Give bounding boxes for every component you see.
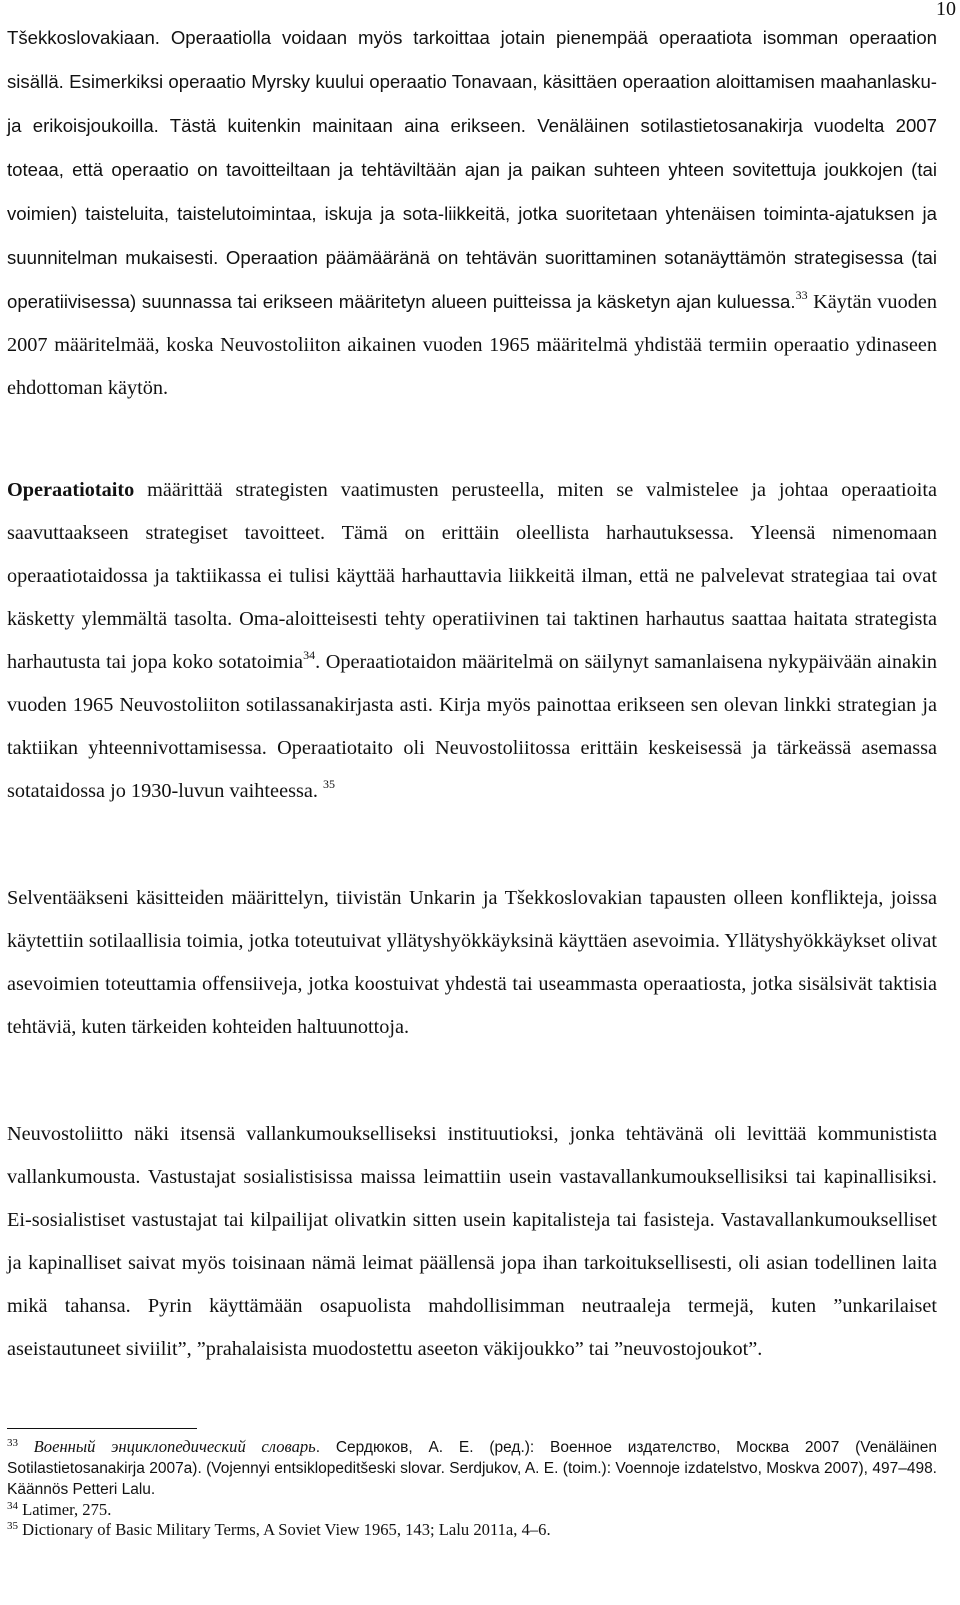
paragraph-text: Tšekkoslovakiaan. Operaatiolla voidaan myös tarkoittaa jotain pienempää operaatiota isomman operaation sisällä. Esimerkiksi operaatio Myrsky kuului operaatio Tonavaan, käsittäen operaation aloittamisen maahanlasku- ja erikoisjoukoilla. Tästä kuitenkin mainitaan aina erikseen. Venäläinen sotilastietosanakirja vuodelta 2007 toteaa, että operaatio on tavoitteiltaan ja tehtäviltään ajan ja paikan suhteen yhteen sovitettuja joukkojen (tai voimien) taisteluita, taistelutoimintaa, iskuja ja sota-liikkeitä, jotka suoritetaan yhtenäisen toiminta-ajatuksen ja suunnitelman mukaisesti. Operaation päämääränä on tehtävän suorittaminen sotanäyttämön strategisessa (tai operatiivisessa) suunnassa tai erikseen määritetyn alueen puitteissa ja käsketyn ajan kuluessa. [7, 27, 937, 312]
footnote-35 [7, 1520, 937, 1540]
footnote-33 [7, 1437, 937, 1500]
paragraph-operation-definition [7, 16, 937, 410]
paragraph-operational-art [7, 469, 937, 813]
footnote-text: Dictionary of Basic Military Terms, A Soviet View 1965, 143; Lalu 2011a, 4–6. [18, 1520, 551, 1539]
footnote-divider [7, 1428, 197, 1429]
footnote-ref-35[interactable]: 35 [323, 777, 336, 791]
bold-term: Operaatiotaito [7, 479, 135, 501]
page-number: 10 [936, 0, 956, 20]
footnote-title: Военный энциклопедический словарь [33, 1437, 316, 1456]
paragraph-text: Käytän vuoden 2007 määritelmää, koska Neuvostoliiton aikainen vuoden 1965 määritelmä yhdistää termiin operaatio ydinaseen ehdottoman käytön. [7, 291, 937, 399]
paragraph-text: . Operaatiotaidon määritelmä on säilynyt samanlaisena nykypäivään ainakin vuoden 1965 Neuvostoliiton sotilassanakirjasta asti. Kirja myös painottaa erikseen sen olevan linkki strategian ja taktiikan yhteennivottamisessa. Operaatiotaito oli Neuvostoliitossa erittäin keskeisessä ja tärkeässä asemassa sotataidossa jo 1930-luvun vaihteessa. [7, 651, 938, 802]
paragraph-summary: Selventääkseni käsitteiden määrittelyn, tiivistän Unkarin ja Tšekkoslovakian tapausten olleen konflikteja, joissa käytettiin sotilaallisia toimia, jotka toteutuivat yllätyshyökkäyksinä käyttäen asevoimia. Yllätyshyökkäykset olivat asevoimien toteuttamia offensiiveja, jotka koostuivat yhdestä tai useammasta operaatiosta, jotka sisälsivät taktisia tehtäviä, kuten tärkeiden kohteiden haltuunottoja. [7, 887, 937, 1038]
footnote-ref-33[interactable]: 33 [795, 288, 808, 302]
footnote-number: 35 [7, 1520, 18, 1532]
footnote-text: Latimer, 275. [18, 1500, 112, 1519]
paragraph-terminology: Neuvostoliitto näki itsensä vallankumoukselliseksi instituutioksi, jonka tehtävänä oli levittää kommunistista vallankumousta. Vastustajat sosialistisissa maissa leimattiin usein vastavallankumouksellisiksi tai kapinallisiksi. Ei-sosialistiset vastustajat tai kilpailijat olivatkin sitten usein kapitalisteja tai fasisteja. Vastavallankumoukselliset ja kapinalliset saivat myös toisinaan nämä leimat päällensä jopa ihan tarkoituksellisesti, oli asian todellinen laita mikä tahansa. Pyrin käyttämään osapuolista mahdollisimman neutraaleja termejä, kuten ”unkarilaiset aseistautuneet siviilit”, ”prahalaisista muodostettu aseeton väkijoukko” tai ”neuvostojoukot”. [7, 1123, 937, 1360]
paragraph-text: määrittää strategisten vaatimusten perusteella, miten se valmistelee ja johtaa operaatioita saavuttaakseen strategiset tavoitteet. Tämä on erittäin oleellista harhautuksessa. Yleensä nimenomaan operaatiotaidossa ja taktiikassa ei tulisi käyttää harhauttavia liikkeitä ilman, että ne palvelevat strategiaa tai ovat käsketty ylemmältä tasolta. Oma-aloitteisesti tehty operatiivinen tai taktinen harhautus saattaa haitata strategista harhautusta tai jopa koko sotatoimia [7, 479, 937, 673]
footnote-ref-34[interactable]: 34 [303, 648, 316, 662]
footnote-text: . Сердюков, А. Е. (ред.): Военное издателство, Москва 2007 (Venäläinen Sotilastietosanakirja 2007a). (Vojennyi entsiklopeditšeski slovar. Serdjukov, A. E. (toim.): Voennoje izdatelstvo, Moskva 2007), 497–498. Käännös Petteri Lalu. [7, 1439, 938, 1498]
footnote-number: 34 [7, 1500, 18, 1512]
footnote-34 [7, 1500, 937, 1520]
footnotes [7, 1437, 937, 1540]
footnote-number: 33 [7, 1437, 18, 1449]
